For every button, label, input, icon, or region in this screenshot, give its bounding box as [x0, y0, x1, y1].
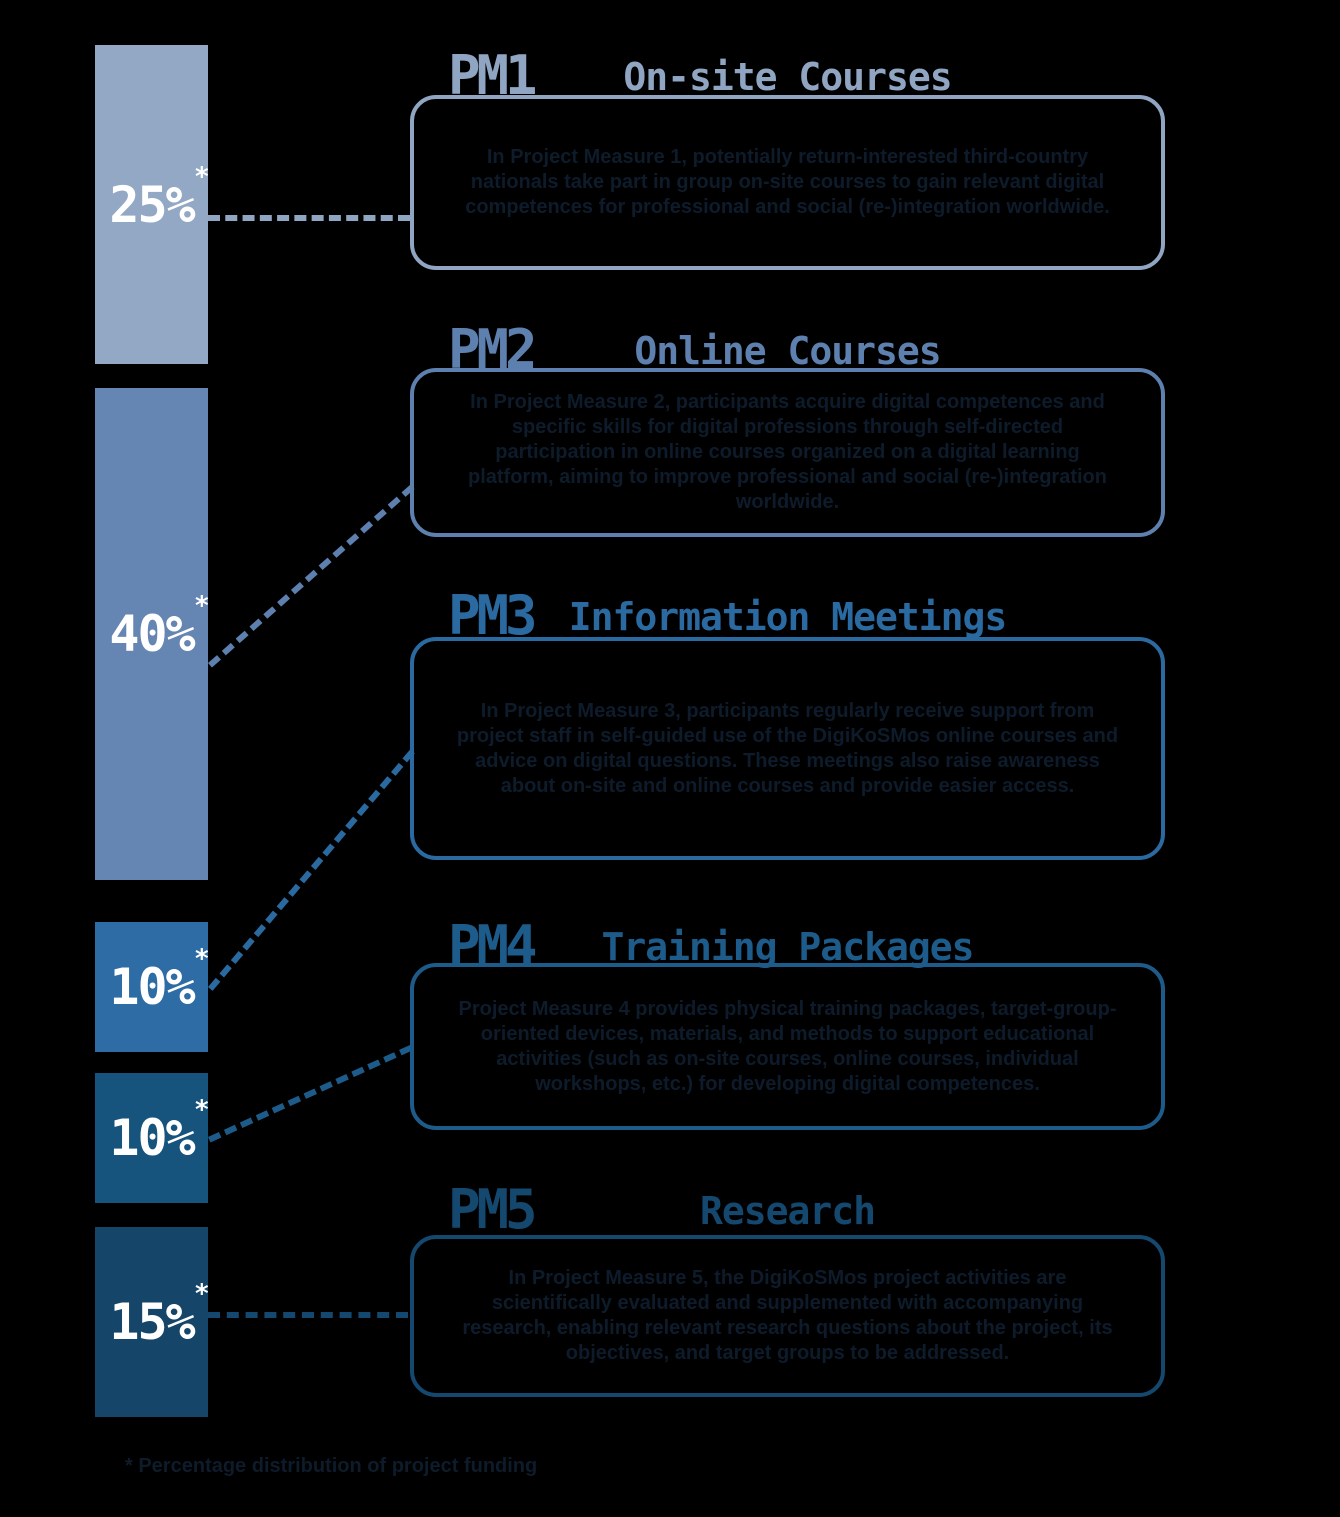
percent-label-pm3: 10% * — [109, 944, 210, 1016]
measure-description: In Project Measure 5, the DigiKoSMos project activities are scientifically evaluated and supplemented with accompanying research, enabling relevant research questions about the project, its objectives, and target groups to be addressed. — [462, 1267, 1113, 1364]
percent-label-pm5: 15% * — [109, 1279, 210, 1351]
funding-bar-segment-pm3 — [95, 922, 208, 1052]
connector-line-pm4 — [208, 1045, 412, 1143]
measure-id-label: PM5 — [448, 1178, 534, 1241]
measure-description: Project Measure 4 provides physical training packages, target-group-oriented devices, materials, and methods to support educational activities (such as on-site courses, online courses, individual workshops, etc.) for developing digital competences. — [458, 997, 1117, 1095]
measure-id-label: PM3 — [448, 584, 534, 647]
measure-id-label: PM1 — [448, 44, 534, 107]
percent-label-pm4: 10% * — [109, 1095, 210, 1167]
measure-description-box-pm2 — [410, 368, 1165, 537]
measure-id-label: PM2 — [448, 318, 534, 381]
asterisk-mark: * — [194, 944, 210, 974]
asterisk-mark: * — [194, 161, 210, 192]
asterisk-mark: * — [194, 591, 210, 621]
measure-description: In Project Measure 2, participants acquire digital competences and specific skills for digital professions through self-directed participation in online courses organized on a digital learning platform, aiming to improve professional and social (re-)integration worldwide. — [468, 391, 1107, 513]
asterisk-mark: * — [194, 1279, 210, 1309]
funding-bar-segment-pm2 — [95, 388, 208, 880]
percent-label-pm1: 25% * — [109, 161, 210, 234]
measure-description-box-pm3 — [410, 637, 1165, 860]
connector-line-pm1 — [208, 215, 410, 221]
connector-line-pm5 — [208, 1312, 408, 1318]
measure-title-row-pm5 — [410, 1178, 1165, 1241]
measure-title: On-site Courses — [623, 55, 952, 99]
measure-description-box-pm4 — [410, 963, 1165, 1130]
funding-bar-segment-pm1 — [95, 45, 208, 364]
measure-title: Information Meetings — [568, 595, 1007, 639]
funding-bar-segment-pm4 — [95, 1073, 208, 1203]
measure-title: Research — [699, 1189, 876, 1233]
measure-description: In Project Measure 3, participants regularly receive support from project staff in self-guided use of the DigiKoSMos online courses and advice on digital questions. These meetings also raise awareness about on-site and online courses and provide easier access. — [456, 699, 1119, 797]
measure-title: Training Packages — [601, 925, 974, 969]
measure-description: In Project Measure 1, potentially return-interested third-country nationals take part in group on-site courses to gain relevant digital competences for professional and social (re-)integration worldwide. — [465, 146, 1110, 218]
asterisk-mark: * — [194, 1095, 210, 1125]
measure-description-box-pm5 — [410, 1235, 1165, 1397]
funding-bar-segment-pm5 — [95, 1227, 208, 1417]
percent-label-pm2: 40% * — [109, 591, 210, 663]
measure-title-row-pm3 — [410, 584, 1165, 647]
measure-id-label: PM4 — [448, 914, 534, 977]
connector-line-pm3 — [208, 749, 415, 990]
connector-line-pm2 — [208, 484, 414, 667]
measure-title: Online Courses — [634, 329, 941, 373]
footnote-text: * Percentage distribution of project funding — [125, 1455, 538, 1477]
measure-description-box-pm1 — [410, 95, 1165, 270]
